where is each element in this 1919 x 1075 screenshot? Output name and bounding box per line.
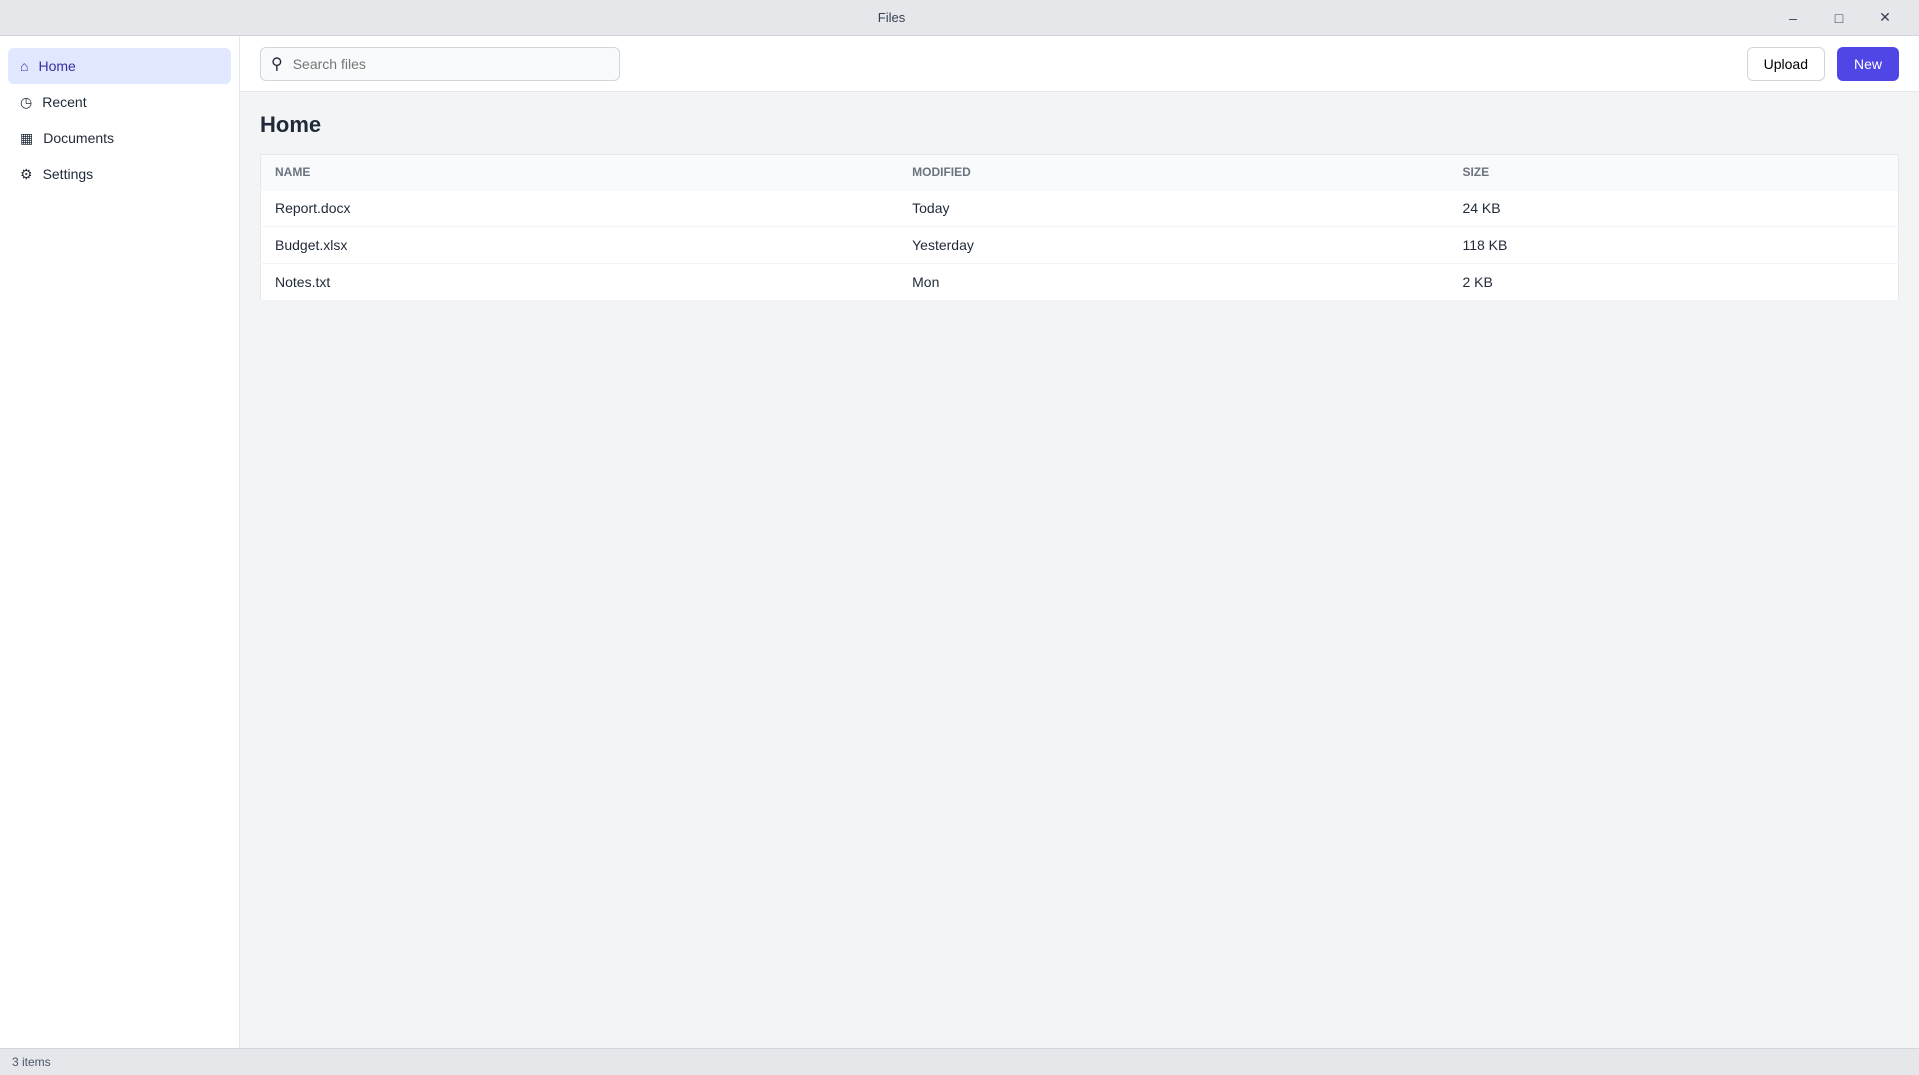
home-icon: ⌂ — [20, 58, 29, 74]
sidebar-item-label: Home — [38, 58, 76, 74]
status-text: 3 items — [12, 1055, 51, 1069]
file-name-cell: Report.docx — [261, 190, 899, 227]
toolbar — [240, 36, 1919, 92]
size-cell: 24 KB — [1448, 190, 1898, 227]
folder-icon: ▦ — [20, 129, 34, 146]
sidebar-item-recent[interactable] — [8, 84, 231, 120]
sidebar-item-label: Documents — [43, 130, 115, 146]
minimize-icon[interactable]: – — [1789, 9, 1797, 26]
column-header[interactable]: SIZE — [1448, 155, 1898, 190]
new-button[interactable]: New — [1837, 47, 1899, 81]
sidebar-item-settings[interactable] — [8, 156, 231, 192]
sidebar-item-label: Recent — [42, 94, 87, 110]
status-bar — [0, 1048, 1919, 1075]
sidebar-item-documents[interactable] — [8, 120, 231, 156]
table-row[interactable] — [261, 227, 1899, 264]
column-header[interactable]: MODIFIED — [898, 155, 1448, 190]
sidebar — [0, 36, 240, 1048]
modified-cell: Today — [898, 190, 1448, 227]
page-title: Home — [260, 112, 322, 137]
search-input[interactable] — [291, 55, 609, 73]
upload-button[interactable]: Upload — [1747, 47, 1825, 81]
sidebar-item-home[interactable] — [8, 48, 231, 84]
size-cell: 118 KB — [1448, 227, 1898, 264]
modified-cell: Mon — [898, 264, 1448, 301]
search-box — [260, 47, 620, 81]
maximize-icon[interactable]: □ — [1834, 9, 1844, 26]
main-panel — [240, 36, 1919, 1048]
app-body — [0, 36, 1919, 1048]
close-icon[interactable]: ✕ — [1879, 9, 1891, 25]
window-controls — [1771, 4, 1907, 32]
gear-icon: ⚙ — [20, 165, 33, 182]
file-name-cell: Notes.txt — [261, 264, 899, 301]
file-table — [260, 154, 1899, 301]
table-row[interactable] — [261, 190, 1899, 227]
content-area — [240, 92, 1919, 321]
title-bar — [0, 0, 1919, 36]
modified-cell: Yesterday — [898, 227, 1448, 264]
file-name-cell: Budget.xlsx — [261, 227, 899, 264]
table-header-row — [261, 155, 1899, 190]
sidebar-item-label: Settings — [42, 166, 94, 182]
search-icon: ⚲ — [271, 55, 283, 73]
clock-icon: ◷ — [20, 93, 33, 110]
column-header[interactable]: NAME — [261, 155, 899, 190]
size-cell: 2 KB — [1448, 264, 1898, 301]
window-title: Files — [877, 10, 906, 25]
table-row[interactable] — [261, 264, 1899, 301]
